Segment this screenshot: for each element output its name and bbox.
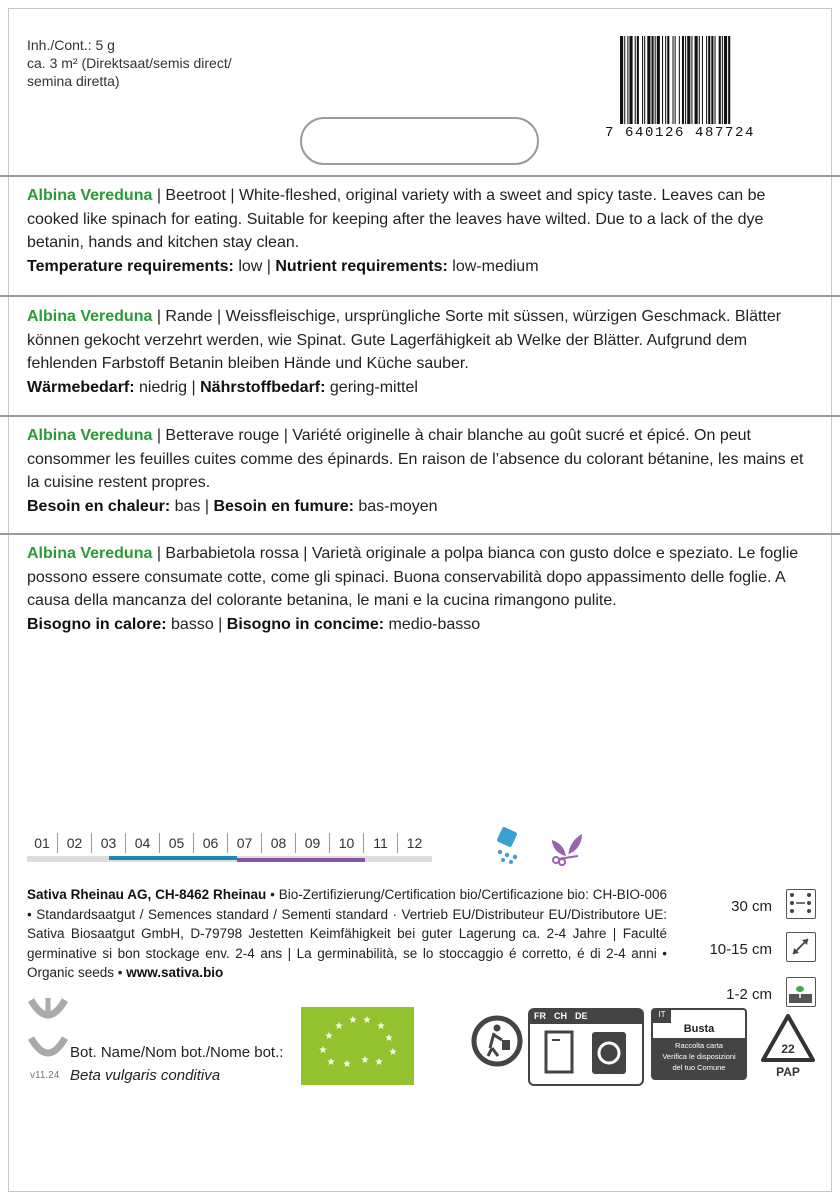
divider [0, 415, 840, 417]
eu-star-icon: ★ [348, 1015, 358, 1026]
month-label: 03 [91, 833, 125, 853]
watering-can-icon [493, 826, 525, 866]
req-value: bas | [170, 497, 214, 515]
barcode-bar [711, 36, 713, 124]
country-code: CH [554, 1011, 567, 1021]
month-label: 05 [159, 833, 193, 853]
content-info [27, 36, 232, 90]
barcode-bar [685, 36, 686, 124]
req-label: Bisogno in calore: [27, 615, 167, 633]
req-label: Besoin en fumure: [213, 497, 354, 515]
eu-star-icon: ★ [384, 1033, 394, 1044]
barcode-bar [724, 36, 727, 124]
barcode-bar [702, 36, 703, 124]
req-label: Nährstoffbedarf: [200, 378, 326, 396]
barcode-bar [637, 36, 639, 124]
month-label: 11 [363, 833, 397, 853]
req-label: Wärmebedarf: [27, 378, 135, 396]
month-label: 02 [57, 833, 91, 853]
barcode-bar [719, 36, 721, 124]
company-name: Sativa Rheinau AG, CH-8462 Rheinau [27, 887, 267, 902]
req-value: low | [233, 257, 276, 275]
section-de [27, 305, 817, 399]
country-code: DE [575, 1011, 588, 1021]
variety-name: Albina Vereduna [27, 545, 153, 562]
month-label: 06 [193, 833, 227, 853]
italy-disposal-box [651, 1008, 747, 1080]
eu-star-icon: ★ [334, 1021, 344, 1032]
barcode-bar [679, 36, 680, 124]
barcode-bar [715, 36, 716, 124]
barcode-bar [644, 36, 645, 124]
section-fr [27, 424, 817, 518]
pap-label: PAP [776, 1065, 800, 1079]
pap-number: 22 [781, 1042, 795, 1056]
req-label: Bisogno in concime: [226, 615, 385, 633]
barcode-bar [620, 36, 623, 124]
divider [0, 295, 840, 297]
barcode-number: 7 640126 487724 [605, 125, 756, 141]
barcode-bar [722, 36, 723, 124]
sowing-depth-value: 1-2 cm [726, 986, 772, 1003]
busta-line: del tuo Comune [672, 1063, 726, 1072]
month-label: 12 [397, 833, 431, 853]
barcode-bar [642, 36, 643, 124]
barcode-bar [728, 36, 730, 124]
tidyman-recycling-icon [470, 1006, 526, 1076]
month-label: 01 [34, 835, 50, 851]
req-value: medio-basso [384, 615, 481, 633]
hang-slot [300, 117, 539, 165]
busta-line: Verifica le disposizioni [662, 1052, 736, 1061]
divider [0, 533, 840, 535]
month-label: 07 [227, 833, 261, 853]
sowing-depth-icon [786, 977, 816, 1007]
barcode-bar [667, 36, 669, 124]
website-link[interactable]: www.sativa.bio [126, 965, 224, 980]
variety-description: | Betterave rouge | Variété originelle à chair blanche au goût sucré et épicé. On peut consommer les feuilles cuites comme des épinards. En raison de l’absence du colorant bétanine, les mains et la cuisine restent propres. [27, 427, 804, 491]
eu-star-icon: ★ [318, 1045, 328, 1056]
content-weight: Inh./Cont.: 5 g [27, 37, 115, 53]
req-label: Besoin en chaleur: [27, 497, 171, 515]
barcode-bar [629, 36, 632, 124]
month-label: 09 [295, 833, 329, 853]
sowing-period-bar [109, 856, 237, 860]
eu-star-icon: ★ [362, 1015, 372, 1026]
section-en [27, 184, 817, 278]
req-label: Nutrient requirements: [275, 257, 448, 275]
req-value: niedrig | [134, 378, 201, 396]
req-value: gering-mittel [325, 378, 418, 396]
variety-name: Albina Vereduna [27, 187, 153, 204]
barcode-bar [673, 36, 674, 124]
barcode-bar [647, 36, 650, 124]
eu-star-icon: ★ [374, 1057, 384, 1068]
company-address [27, 885, 667, 983]
variety-description: | Rande | Weissfleischige, ursprüngliche Sorte mit süssen, würzigen Geschmack. Blätter können gekocht verzehrt werden, wie Spinat. Gute Lagerfähigkeit ab Welke der Blätter. Aufgrund dem fehlenden Farbstoff Betanin bleiben Hände und Küche sauber. [27, 308, 782, 372]
month-label: 08 [261, 833, 295, 853]
barcode-bar [627, 36, 628, 124]
req-value: bas-moyen [353, 497, 438, 515]
eu-star-icon: ★ [342, 1059, 352, 1070]
eu-organic-logo [301, 1007, 414, 1085]
it-tag: IT [653, 1010, 671, 1023]
variety-name: Albina Vereduna [27, 308, 153, 325]
barcode-bar [706, 36, 707, 124]
req-value: low-medium [447, 257, 539, 275]
country-code: FR [534, 1011, 546, 1021]
eu-star-icon: ★ [388, 1047, 398, 1058]
month-calendar [27, 833, 431, 853]
month-label: 04 [125, 833, 159, 853]
barcode-bar [662, 36, 663, 124]
sativa-logo-icon [27, 996, 69, 1074]
barcode-bar [635, 36, 636, 124]
barcode [620, 36, 816, 124]
barcode-bar [624, 36, 625, 124]
month-label: 10 [329, 833, 363, 853]
barcode-bar [691, 36, 692, 124]
botanical-label: Bot. Name/Nom bot./Nome bot.: [70, 1044, 284, 1061]
busta-info [653, 1038, 745, 1078]
barcode-bar [665, 36, 666, 124]
barcode-bar [699, 36, 700, 124]
harvest-scissors-icon [548, 826, 586, 866]
content-area-cont: semina diretta) [27, 73, 120, 89]
botanical-name: Beta vulgaris conditiva [70, 1067, 221, 1084]
barcode-bar [655, 36, 656, 124]
plant-spacing-value: 10-15 cm [709, 941, 772, 958]
barcode-bar [682, 36, 684, 124]
barcode-bar [675, 36, 676, 124]
variety-name: Albina Vereduna [27, 427, 153, 444]
harvest-period-bar [237, 858, 365, 862]
req-label: Temperature requirements: [27, 257, 234, 275]
content-area: ca. 3 m² (Direktsaat/semis direct/ [27, 55, 232, 71]
busta-line: Raccolta carta [675, 1041, 723, 1050]
barcode-bar [708, 36, 710, 124]
variety-description: | Beetroot | White-fleshed, original variety with a sweet and spicy taste. Leaves can be cooked like spinach for eating. Suitable for keeping after the leaves have wilted. Due to a lack of the dye betanin, hands and kitchen stay clean. [27, 187, 766, 251]
eu-star-icon: ★ [376, 1021, 386, 1032]
row-spacing-icon [786, 889, 816, 919]
triman-box [528, 1008, 644, 1086]
version-label: v11.24 [30, 1070, 60, 1081]
pap-recycling-triangle-icon [757, 1012, 819, 1080]
eu-star-icon: ★ [360, 1055, 370, 1066]
paper-bin-icon [530, 1024, 642, 1084]
req-value: basso | [166, 615, 227, 633]
divider [0, 175, 840, 177]
barcode-bar [652, 36, 654, 124]
row-spacing-value: 30 cm [731, 898, 772, 915]
eu-star-icon: ★ [326, 1057, 336, 1068]
barcode-bar [695, 36, 698, 124]
barcode-bar [687, 36, 690, 124]
section-it [27, 542, 817, 636]
barcode-bar [657, 36, 660, 124]
busta-label: Busta [683, 1023, 715, 1035]
calendar-bar [27, 856, 432, 862]
variety-description: | Barbabietola rossa | Varietà originale a polpa bianca con gusto dolce e speziato. Le foglie possono essere consumate cotte, come gli spinaci. Buona conservabilità dopo appassimento delle foglie. A causa della mancanza del colorante betanina, le mani e la cucina rimangono pulite. [27, 545, 799, 609]
address-details: • Bio-Zertifizierung/Certification bio/Certificazione bio: CH-BIO-006 • Standardsaatgut / Semences standard / Sementi standard · Vertrieb EU/Distributeur EU/Distributore UE: Sativa Biosaatgut GmbH, D-79798 Jestetten Keimfähigkeit bei guter Lagerung ca. 2-4 Jahre | Faculté germinative si bon stockage env. 2-4 ans | La germinabilità, se lo stoccaggio é corretto, é di 2-4 anni • Organic seeds • [27, 887, 667, 980]
country-flags [530, 1010, 642, 1024]
plant-spacing-icon [786, 932, 816, 962]
eu-star-icon: ★ [324, 1031, 334, 1042]
